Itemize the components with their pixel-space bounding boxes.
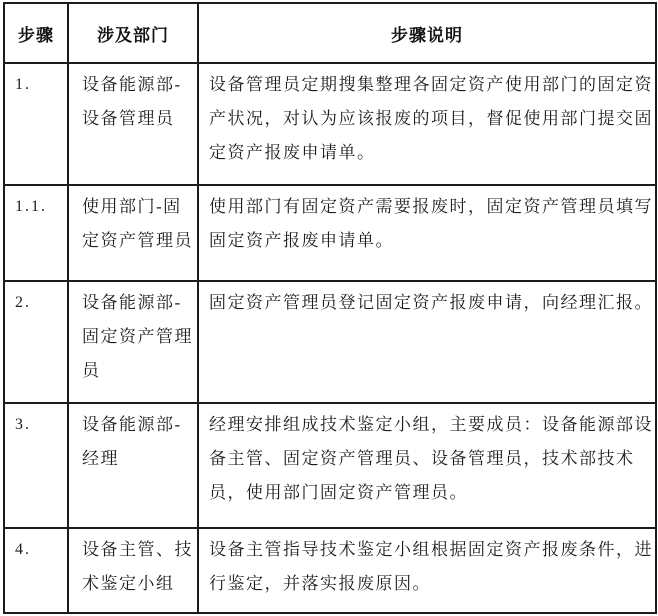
step-cell: 1. <box>4 63 68 185</box>
desc-cell: 使用部门有固定资产需要报废时，固定资产管理员填写固定资产报废申请单。 <box>198 185 656 281</box>
table-header-row <box>4 3 656 63</box>
desc-cell: 设备管理员定期搜集整理各固定资产使用部门的固定资产状况，对认为应该报废的项目，督促使用部门提交固定资产报废申请单。 <box>198 63 656 185</box>
dept-cell: 设备能源部-设备管理员 <box>68 63 198 185</box>
col-header-department: 涉及部门 <box>68 3 198 63</box>
desc-cell: 固定资产管理员登记固定资产报废申请，向经理汇报。 <box>198 281 656 403</box>
step-cell: 1.1. <box>4 185 68 281</box>
dept-cell: 设备主管、技术鉴定小组 <box>68 528 198 613</box>
dept-cell: 设备能源部-经理 <box>68 403 198 528</box>
table-row <box>4 63 656 185</box>
desc-cell: 设备主管指导技术鉴定小组根据固定资产报废条件，进行鉴定，并落实报废原因。 <box>198 528 656 613</box>
step-cell: 3. <box>4 403 68 528</box>
col-header-step: 步骤 <box>4 3 68 63</box>
table-row <box>4 403 656 528</box>
step-cell: 2. <box>4 281 68 403</box>
table-row <box>4 528 656 613</box>
desc-cell: 经理安排组成技术鉴定小组，主要成员：设备能源部设备主管、固定资产管理员、设备管理员，技术部技术员，使用部门固定资产管理员。 <box>198 403 656 528</box>
table-body <box>4 63 656 613</box>
process-steps-table <box>3 2 657 614</box>
step-cell: 4. <box>4 528 68 613</box>
dept-cell: 设备能源部-固定资产管理员 <box>68 281 198 403</box>
table-row <box>4 185 656 281</box>
dept-cell: 使用部门-固定资产管理员 <box>68 185 198 281</box>
col-header-description: 步骤说明 <box>198 3 656 63</box>
table-row <box>4 281 656 403</box>
